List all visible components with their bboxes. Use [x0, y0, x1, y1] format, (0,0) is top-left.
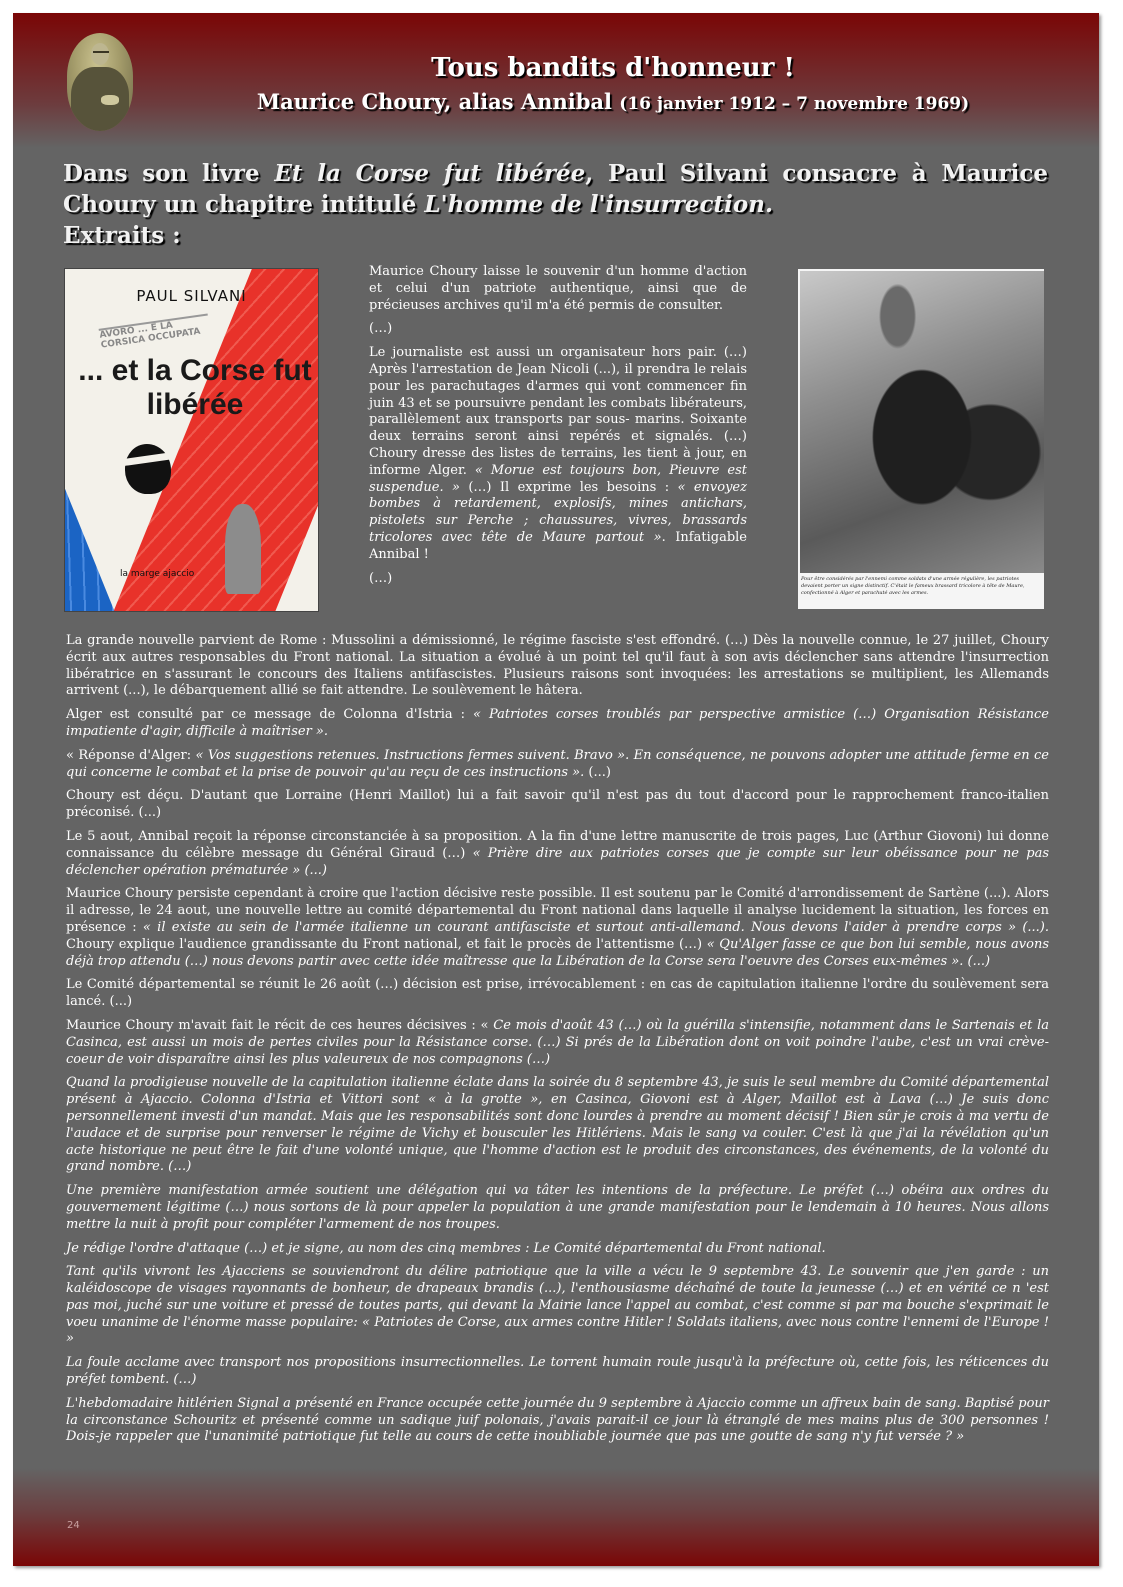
text-run: (…) Il exprime les besoins :	[459, 479, 678, 495]
body-paragraph	[66, 886, 1049, 970]
body-paragraph	[66, 1355, 1049, 1389]
text-run: Maurice Choury persiste cependant à croire que l'action décisive reste possible. Il est soutenu par le Comité d'arrondissement de Sartène (...). Alors il adresse, le 24 aout, une nouvelle lettre au comité départemental du Front national dans laquelle il analyse lucidement la situation, les forces en présence :	[66, 886, 1049, 935]
portrait-glasses	[93, 51, 109, 57]
text-run: Le journaliste est aussi un organisateur hors pair. (…) Après l'arrestation de Jean Nicoli (...), il prendra le relais pour les parachutages d'armes qui vont commencer fin juin 43 et se poursuivre pendant les combats libérateurs, parallèlement aux transports par sous- marins. Soixante deux terrains seront ainsi repérés et signalés. (…) Choury dresse des listes de terrains, les tient à jour, en informe Alger.	[369, 345, 747, 478]
portrait-hands	[101, 95, 119, 105]
intro-book-title: Et la Corse fut libérée	[274, 160, 586, 187]
page	[13, 13, 1099, 1566]
quote-run: « Prière dire aux patriotes corses que je compte sur leur obéissance pour ne pas déclencher opération prématurée » (...)	[66, 845, 1049, 878]
column-paragraph: Maurice Choury laisse le souvenir d'un homme d'action et celui d'un patriote authentique, ainsi que de précieuses archives qu'il m'a été permis de consulter.	[369, 264, 747, 313]
cover-author: PAUL SILVANI	[136, 287, 247, 305]
quote-run: « il existe au sein de l'armée italienne un courant antifasciste et surtout anti-allemand. Nous devons l'aider à prendre corps » (...).	[142, 919, 1049, 935]
column-paragraph: (…)	[369, 321, 393, 337]
intro-heading	[63, 158, 1048, 251]
column-paragraph: (…)	[369, 570, 393, 586]
book-cover-image	[64, 268, 319, 612]
body-paragraph: Le Comité départemental se réunit le 26 août (…) décision est prise, irrévocablement : en cas de capitulation italienne l'ordre du soulèvement sera lancé. (...)	[66, 977, 1049, 1010]
body-paragraph	[66, 1241, 1049, 1258]
body-paragraph	[66, 1396, 1049, 1446]
page-number: 24	[67, 1520, 80, 1531]
quote-run: L'hebdomadaire hitlérien Signal a présenté en France occupée cette journée du 9 septembre à Ajaccio comme un affreux bain de sang. Baptisé pour la circonstance Schouritz et présenté comme un sadique juif polonais, j'avais parait-il ce jour là étranglé de mes mains plus de 300 personnes ! Dois-je rappeler que l'unanimité patriotique fut telle au cours de cette inoubliable journée que pas une goutte de sang n'y fut versée ? »	[66, 1395, 1049, 1445]
body-paragraph: La grande nouvelle parvient de Rome : Mussolini a démissionné, le régime fasciste s'est effondré. (…) Dès la nouvelle connue, le 27 juillet, Choury écrit aux autres responsables du Front national. La situation a évolué à un point tel qu'il faut à son avis déclencher sans attendre l'insurrection libératrice en s'assurant le concours des Italiens antifascistes. Plusieurs raisons sont invoquées: les arrestations se multiplient, les Allemands arrivent (...), le débarquement allié se fait attendre. Le soulèvement le hâtera.	[66, 633, 1049, 699]
column-text	[369, 264, 747, 594]
body-paragraph	[66, 748, 1049, 782]
moor-head-icon	[125, 444, 171, 494]
cover-figure	[225, 504, 261, 594]
portrait-coat	[71, 67, 129, 131]
quote-run: « Qu'Alger fasse ce que bon lui semble, nous avons déjà trop attendu (…) nous devons partir avec cette idée maîtresse que la Libération de la Corse sera l'oeuvre des Corses eux-mêmes ». (...)	[66, 936, 1050, 969]
body-paragraph	[66, 1018, 1049, 1068]
quote-run: Tant qu'ils vivront les Ajacciens se souviendront du délire patriotique que la ville a vécu le 9 septembre 43. Le souvenir que j'en garde : un kaléidoscope de visages rayonnants de bonheur, de drapeaux brandis (...), l'enthousiasme déchaîné de toute la jeunesse (…) et en vérité ce n 'est pas moi, juché sur une voiture et pressé de toutes parts, qui devant la Mairie lance l'appel au combat, c'est comme si par ma bouche s'exprimait le voeu unanime de l'énorme masse populaire: « Patriotes de Corse, aux armes contre Hitler ! Soldats italiens, avec nous contre l'ennemi de l'Europe ! »	[66, 1264, 1049, 1347]
portrait-photo	[67, 33, 133, 131]
cover-title: ... et la Corse fut libérée	[78, 354, 312, 421]
quote-run: Ce mois d'août 43 (…) où la guérilla s'intensifie, notamment dans le Sartenais et la Casinca, est aussi un mois de pertes civiles pour la Résistance corse. (…) Si prés de la Libération dont on voit poindre l'aube, c'est un vrai crève-coeur de voir disparaître ainsi les plus valeureux de nos compagnons (…)	[66, 1017, 1049, 1067]
body-paragraph	[66, 1183, 1049, 1233]
cover-publisher: la marge ajaccio	[120, 569, 195, 579]
intro-part2: , Paul Silvani consacre à Maurice Choury un chapitre intitulé	[63, 160, 1048, 218]
quote-run: Je rédige l'ordre d'attaque (…) et je signe, au nom des cinq membres : Le Comité départemental du Front national.	[66, 1240, 826, 1256]
body-paragraph	[66, 1075, 1049, 1176]
text-run: Choury explique l'audience grandissante du Front national, et fait le procès de l'attentisme (…)	[66, 936, 707, 952]
page-title: Tous bandits d'honneur !	[431, 53, 795, 83]
quote-run: Une première manifestation armée soutient une délégation qui va tâter les intentions de la préfecture. Le préfet (…) obéira aux ordres du gouvernement légitime (…) nous sortons de là pour appeler la population à une grande manifestation pour le lendemain à 10 heures. Nous allons mettre la nuit à profit pour compléter l'armement de nos troupes.	[66, 1183, 1049, 1232]
quote-run: « envoyez bombes à retardement, explosifs, mines antichars, pistolets sur Perche ; chaussures, vivres, brassards tricolores avec tête de Maure partout »	[369, 479, 747, 545]
subtitle-name: Maurice Choury, alias Annibal	[256, 89, 612, 114]
text-run: Le 5 aout, Annibal reçoit la réponse circonstanciée à sa proposition. A la fin d'une lettre manuscrite de trois pages, Luc (Arthur Giovoni) lui donne connaissance du célèbre message du Général Giraud (…)	[66, 828, 1049, 861]
body-paragraph	[66, 707, 1049, 741]
body-paragraph: Choury est déçu. D'autant que Lorraine (Henri Maillot) lui a fait savoir qu'il n'est pas du tout d'accord pour le rapprochement franco-italien préconisé. (...)	[66, 788, 1049, 821]
page-subtitle	[163, 89, 1063, 114]
subtitle-dates: (16 janvier 1912 – 7 novembre 1969)	[619, 94, 970, 114]
intro-part1: Dans son livre	[63, 160, 275, 187]
text-run: « Réponse d'Alger:	[66, 747, 196, 763]
cover-red-stripe	[101, 268, 319, 612]
quote-run: « Vos suggestions retenues. Instructions fermes suivent. Bravo ». En conséquence, ne pouvons adopter une attitude ferme en ce qui concerne le combat et la prise de pouvoir qu'au reçu de ces instructions ».	[66, 747, 1049, 780]
text-run: . Infatigable Annibal !	[369, 529, 747, 562]
quote-run: « Morue est toujours bon, Pieuvre est suspendue. »	[369, 462, 747, 495]
body-paragraph	[66, 1264, 1049, 1348]
photo-image	[800, 271, 1044, 573]
body-paragraph	[66, 829, 1049, 879]
column-paragraph	[369, 345, 747, 563]
intro-part3: Extraits :	[63, 222, 181, 249]
text-run: (...)	[584, 764, 611, 780]
cover-newspaper: AVORO ... E LA CORSICA OCCUPATA	[99, 314, 214, 371]
quote-run: « Patriotes corses troublés par perspective armistice (…) Organisation Résistance impatiente d'agir, difficile à maîtriser ».	[66, 707, 1050, 739]
intro-chapter-title: L'homme de l'insurrection.	[424, 191, 773, 218]
photo-caption: Pour être considérés par l'ennemi comme soldats d'une armée régulière, les patriotes devaient porter un signe distinctif. C'était le fameux brassard tricolore à tête de Maure, confectionné à Alger et parachuté avec les armes.	[801, 576, 1025, 596]
quote-run: La foule acclame avec transport nos propositions insurrectionnelles. Le torrent humain roule jusqu'à la préfecture où, cette fois, les réticences du préfet tombent. (…)	[66, 1355, 1049, 1388]
text-run: Maurice Choury m'avait fait le récit de ces heures décisives : «	[66, 1017, 494, 1033]
text-run: Alger est consulté par ce message de Colonna d'Istria :	[66, 707, 474, 723]
quote-run: Quand la prodigieuse nouvelle de la capitulation italienne éclate dans la soirée du 8 septembre 43, je suis le seul membre du Comité départemental présent à Ajaccio. Colonna d'Istria et Vittori sont « à la grotte », en Casinca, Giovoni est à Alger, Maillot est à Lava (…) Je suis donc personnellement investi d'un mandat. Mais que les responsabilités sont donc lourdes à prendre au moment décisif ! Bien sûr je crois à ma vertu de l'audace et de surprise pour renverser le régime de Vichy et bousculer les Hitlériens. Mais le sang va couler. C'est là que j'ai la révélation qu'un acte historique ne peut être le fait d'une volonté unique, que l'homme d'action est le produit des circonstances, des événements, de la volonté du grand nombre. (…)	[66, 1075, 1049, 1175]
body-text	[66, 633, 1049, 1453]
partisan-photo	[798, 269, 1044, 609]
